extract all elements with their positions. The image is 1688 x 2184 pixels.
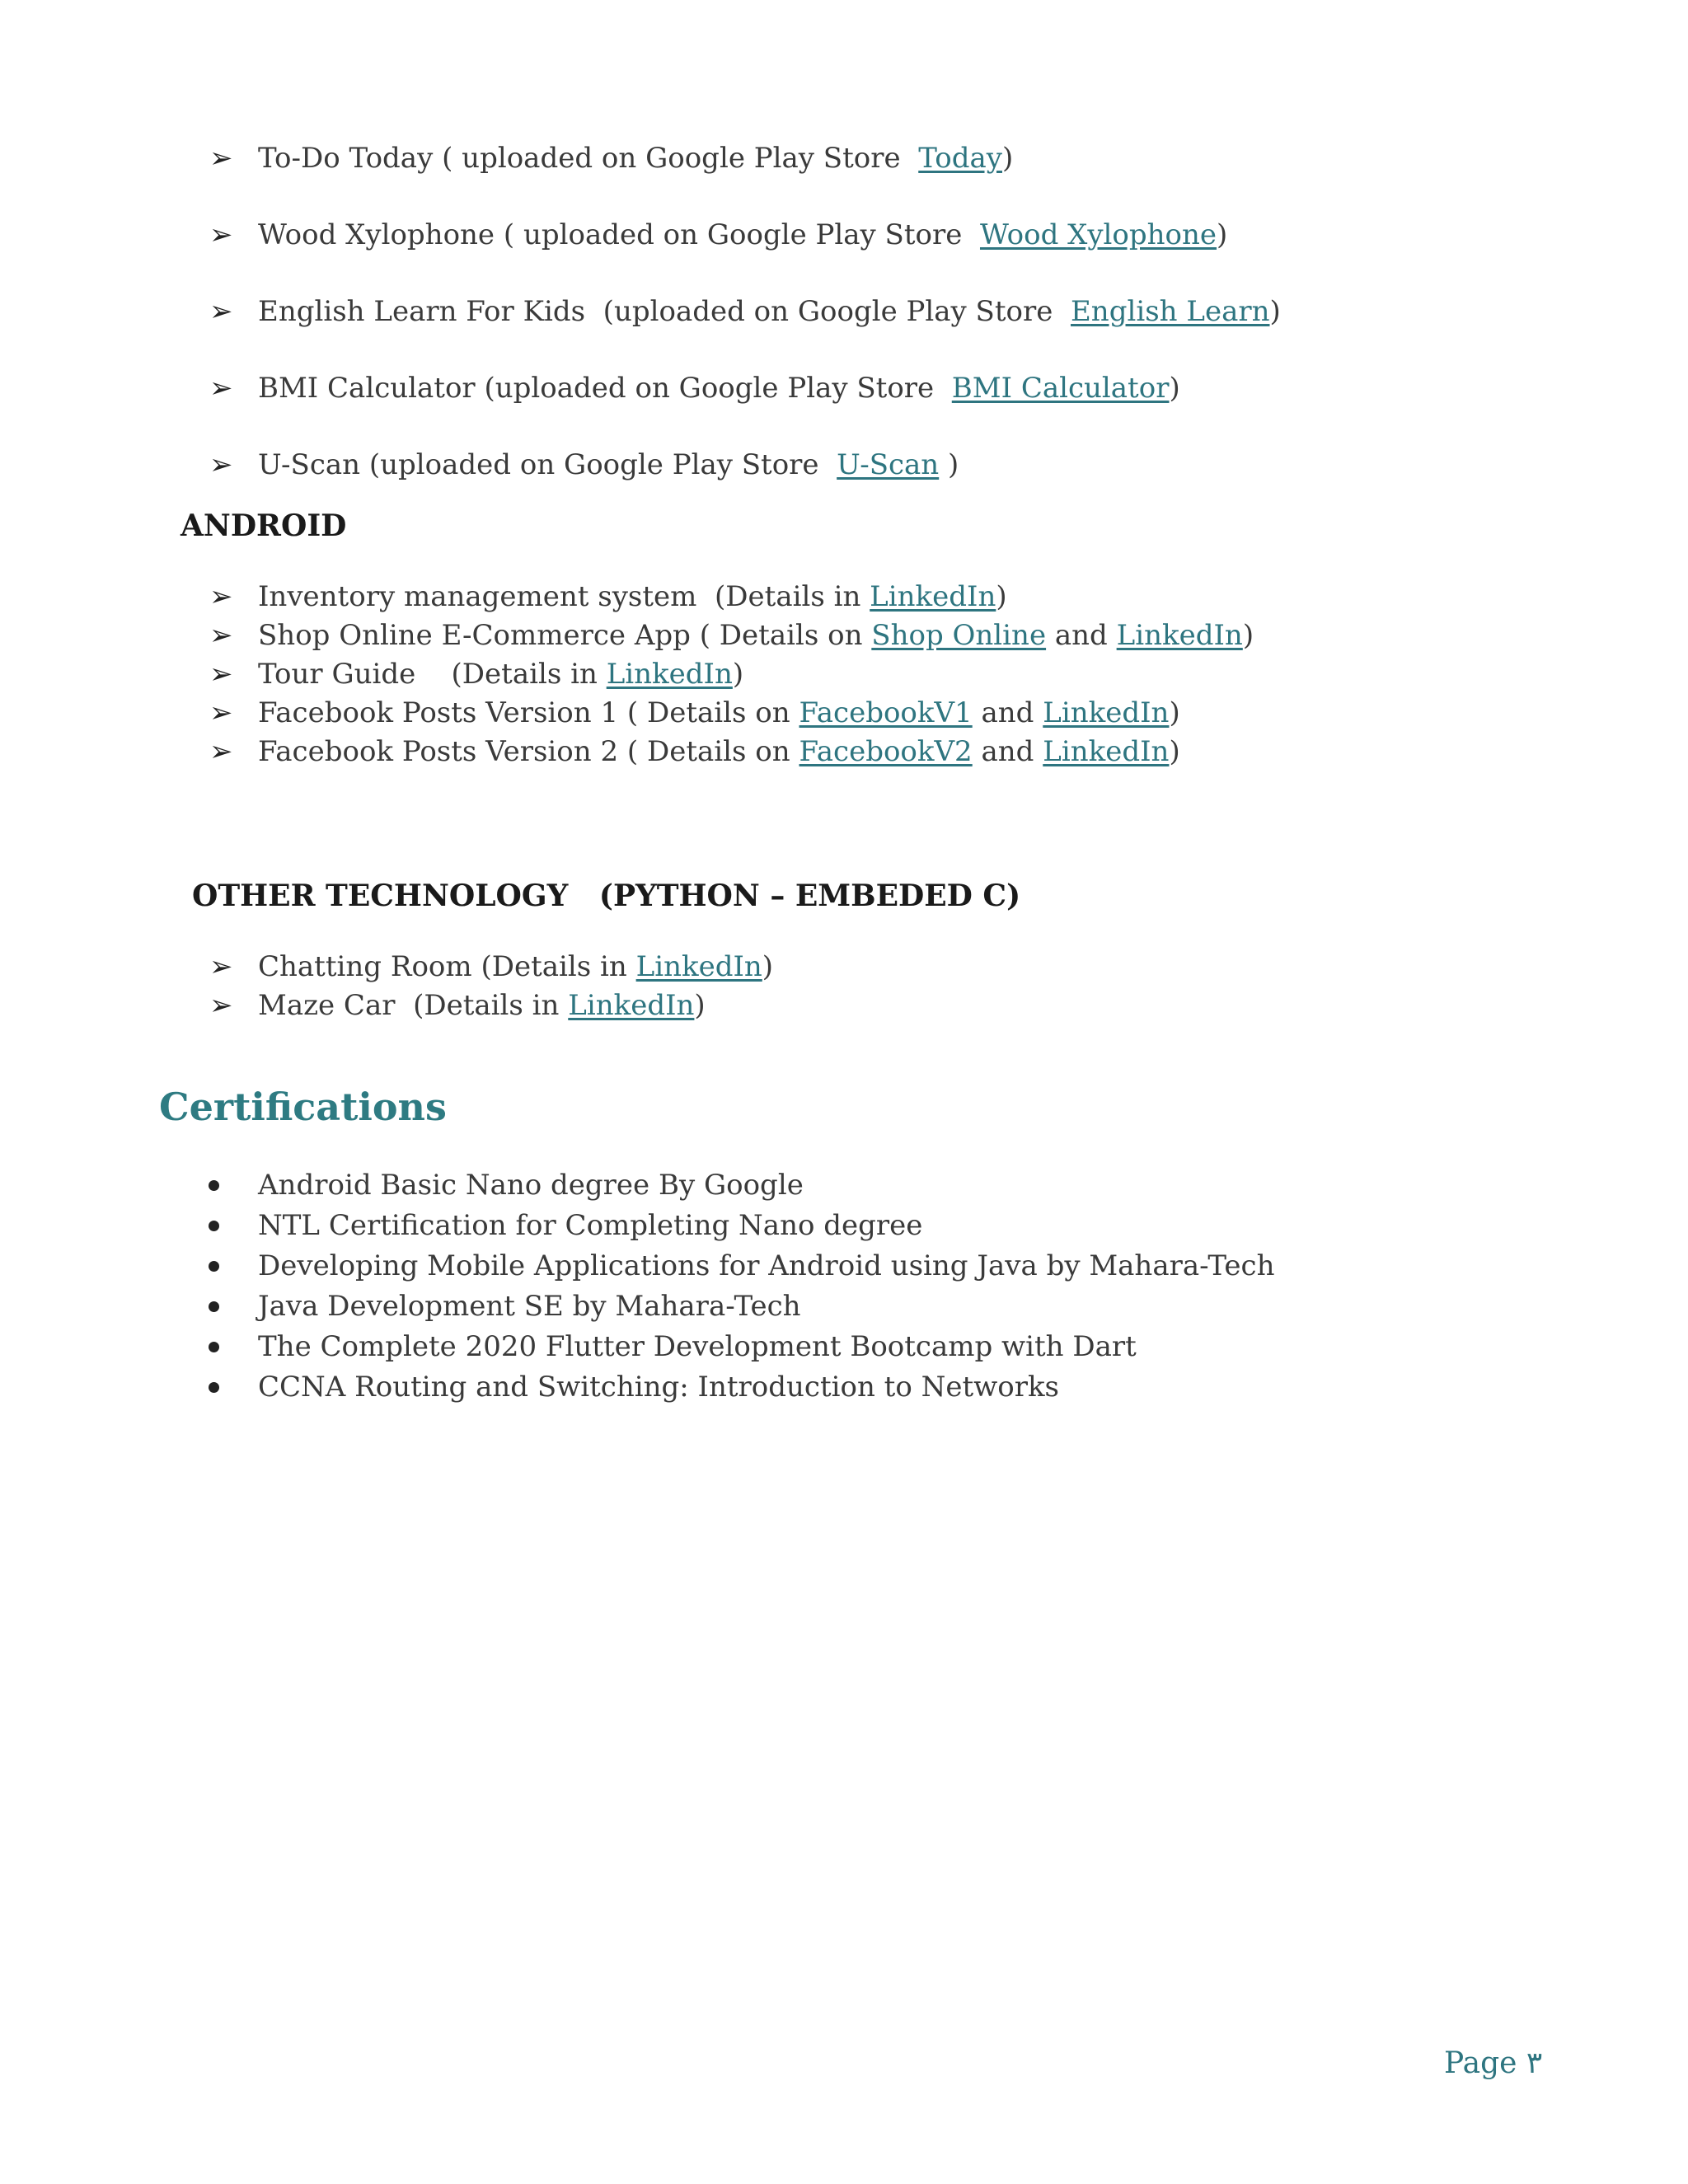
page-number-value: ٣ — [1526, 2046, 1543, 2080]
section-heading-other-technology: OTHER TECHNOLOGY (PYTHON – EMBEDED C) — [192, 879, 1021, 913]
bullet-dot — [209, 1301, 219, 1312]
list-item — [258, 579, 1007, 615]
project-name: Shop Online E-Commerce App — [258, 619, 691, 652]
section-heading-android: ANDROID — [181, 509, 347, 543]
certification-item: Android Basic Nano degree By Google — [258, 1169, 804, 1202]
bullet-arrow: ➢ — [209, 218, 233, 251]
list-item — [258, 617, 1254, 654]
bullet-dot — [209, 1180, 219, 1191]
play-store-link[interactable]: U-Scan — [837, 448, 940, 481]
bullet-arrow: ➢ — [209, 142, 233, 175]
app-name: Wood Xylophone — [258, 218, 495, 251]
list-item — [258, 733, 1180, 770]
project-note: ( Details on — [618, 696, 799, 729]
paren: ) — [1217, 218, 1228, 251]
project-name: Chatting Room — [258, 950, 472, 983]
app-name: BMI Calculator — [258, 372, 476, 405]
project-name: Maze Car — [258, 989, 396, 1022]
project-note: ( Details on — [690, 619, 872, 652]
linkedin-link[interactable]: LinkedIn — [606, 658, 733, 691]
linkedin-link[interactable]: LinkedIn — [1043, 696, 1170, 729]
play-store-link[interactable]: English Learn — [1070, 295, 1270, 328]
list-item — [258, 447, 959, 483]
bullet-arrow: ➢ — [209, 658, 233, 691]
bullet-dot — [209, 1382, 219, 1393]
paren: ) — [939, 448, 959, 481]
page-label: Page — [1444, 2046, 1517, 2080]
play-store-link[interactable]: Wood Xylophone — [979, 218, 1217, 251]
linkedin-link[interactable]: LinkedIn — [870, 580, 996, 613]
bullet-arrow: ➢ — [209, 696, 233, 729]
bullet-arrow: ➢ — [209, 735, 233, 768]
bullet-arrow: ➢ — [209, 950, 233, 983]
list-item — [258, 695, 1180, 731]
project-name: Inventory management system — [258, 580, 697, 613]
paren: ) — [1242, 619, 1254, 652]
linkedin-link[interactable]: LinkedIn — [1043, 735, 1170, 768]
bullet-arrow: ➢ — [209, 619, 233, 652]
app-name: English Learn For Kids — [258, 295, 586, 328]
bullet-arrow: ➢ — [209, 989, 233, 1022]
certification-item: CCNA Routing and Switching: Introduction to Networks — [258, 1371, 1060, 1404]
list-item — [258, 987, 706, 1024]
linkedin-link[interactable]: LinkedIn — [568, 989, 695, 1022]
facebook-v2-link[interactable]: FacebookV2 — [799, 735, 973, 768]
facebook-v1-link[interactable]: FacebookV1 — [799, 696, 973, 729]
bullet-dot — [209, 1261, 219, 1272]
app-note: ( uploaded on Google Play Store — [495, 218, 980, 251]
paren: ) — [694, 989, 706, 1022]
paren: ) — [732, 658, 744, 691]
certification-item: Java Development SE by Mahara-Tech — [258, 1290, 801, 1323]
project-note: (Details in — [696, 580, 870, 613]
certification-item: The Complete 2020 Flutter Development Bootcamp with Dart — [258, 1330, 1137, 1363]
conjunction: and — [972, 696, 1043, 729]
play-store-link[interactable]: BMI Calculator — [951, 372, 1170, 405]
app-name: To-Do Today — [258, 142, 434, 175]
conjunction: and — [1046, 619, 1117, 652]
bullet-arrow: ➢ — [209, 448, 233, 481]
bullet-dot — [209, 1221, 219, 1231]
project-note: (Details in — [471, 950, 636, 983]
conjunction: and — [972, 735, 1043, 768]
project-name: Tour Guide — [258, 658, 416, 691]
list-item — [258, 656, 743, 692]
app-note: (uploaded on Google Play Store — [475, 372, 952, 405]
paren: ) — [1269, 295, 1281, 328]
certification-item: NTL Certification for Completing Nano degree — [258, 1209, 923, 1242]
bullet-arrow: ➢ — [209, 580, 233, 613]
shop-online-link[interactable]: Shop Online — [871, 619, 1047, 652]
paren: ) — [1001, 142, 1014, 175]
bullet-arrow: ➢ — [209, 372, 233, 405]
certification-item: Developing Mobile Applications for Android using Java by Mahara-Tech — [258, 1249, 1275, 1282]
project-note: ( Details on — [618, 735, 799, 768]
play-store-link[interactable]: Today — [918, 142, 1002, 175]
app-note: ( uploaded on Google Play Store — [433, 142, 919, 175]
paren: ) — [1169, 372, 1180, 405]
list-item — [258, 370, 1180, 406]
project-name: Facebook Posts Version 2 — [258, 735, 619, 768]
app-name: U-Scan — [258, 448, 361, 481]
paren: ) — [762, 950, 774, 983]
bullet-arrow: ➢ — [209, 295, 233, 328]
app-note: (uploaded on Google Play Store — [585, 295, 1071, 328]
paren: ) — [1169, 696, 1180, 729]
app-note: (uploaded on Google Play Store — [360, 448, 837, 481]
list-item — [258, 293, 1281, 330]
paren: ) — [1169, 735, 1180, 768]
page-number — [1444, 2046, 1542, 2080]
project-note: (Details in — [395, 989, 569, 1022]
list-item — [258, 140, 1013, 176]
linkedin-link[interactable]: LinkedIn — [1116, 619, 1243, 652]
paren: ) — [996, 580, 1007, 613]
list-item — [258, 949, 773, 985]
list-item — [258, 217, 1227, 253]
bullet-dot — [209, 1342, 219, 1352]
project-name: Facebook Posts Version 1 — [258, 696, 619, 729]
project-note: (Details in — [415, 658, 607, 691]
section-heading-certifications: Certifications — [159, 1085, 447, 1129]
linkedin-link[interactable]: LinkedIn — [635, 950, 762, 983]
